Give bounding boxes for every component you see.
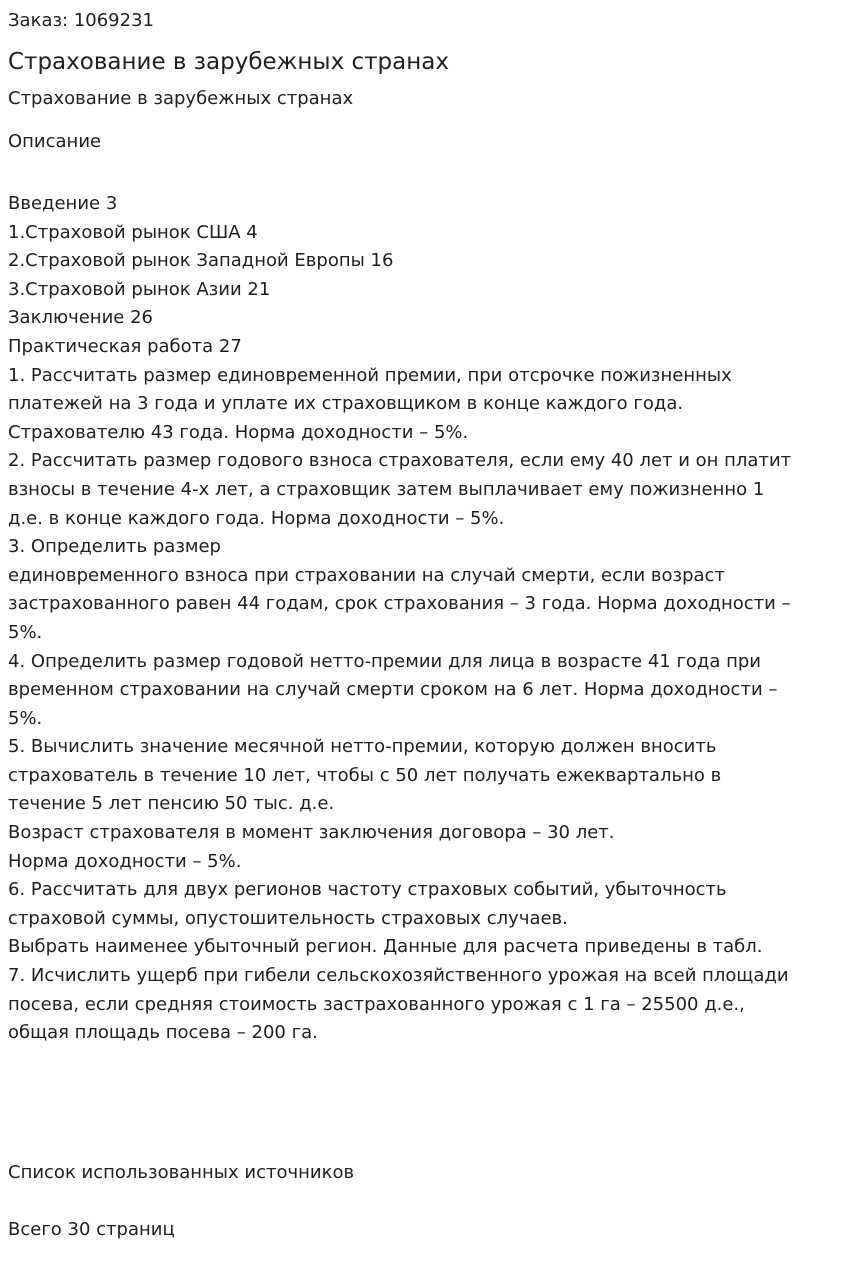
contents-line: единовременного взноса при страховании на случай смерти, если возраст (8, 564, 725, 586)
contents-line: 6. Рассчитать для двух регионов частоту страховых событий, убыточность (8, 879, 727, 901)
contents-line: Заключение 26 (8, 307, 153, 329)
contents-line: платежей на 3 года и уплате их страховщиком в конце каждого года. (8, 393, 684, 415)
contents-line: 2. Рассчитать размер годового взноса страхователя, если ему 40 лет и он платит (8, 450, 792, 472)
description-contents (8, 190, 839, 1048)
contents-line: посева, если средняя стоимость застрахованного урожая с 1 га – 25500 д.е., (8, 993, 745, 1015)
contents-line: Норма доходности – 5%. (8, 850, 242, 872)
page-title: Страхование в зарубежных странах (8, 49, 449, 75)
contents-line: общая площадь посева – 200 га. (8, 1022, 318, 1044)
total-pages: Всего 30 страниц (8, 1219, 175, 1240)
contents-line: временном страховании на случай смерти сроком на 6 лет. Норма доходности – (8, 679, 778, 701)
order-number: Заказ: 1069231 (8, 10, 154, 31)
page-subtitle: Страхование в зарубежных странах (8, 88, 354, 109)
contents-line: застрахованного равен 44 годам, срок страхования – 3 года. Норма доходности – (8, 593, 791, 615)
contents-line: взносы в течение 4-х лет, а страховщик затем выплачивает ему пожизненно 1 (8, 478, 765, 500)
contents-line: д.е. в конце каждого года. Норма доходности – 5%. (8, 507, 505, 529)
contents-line: течение 5 лет пенсию 50 тыс. д.е. (8, 793, 335, 815)
contents-line: 1. Рассчитать размер единовременной премии, при отсрочке пожизненных (8, 364, 732, 386)
contents-line: 5%. (8, 621, 43, 643)
contents-line: страховой суммы, опустошительность страховых случаев. (8, 907, 568, 929)
contents-line: Страхователю 43 года. Норма доходности – 5%. (8, 421, 469, 443)
contents-line: 5. Вычислить значение месячной нетто-премии, которую должен вносить (8, 736, 717, 758)
contents-line: 2.Страховой рынок Западной Европы 16 (8, 250, 394, 272)
contents-line: Выбрать наименее убыточный регион. Данные для расчета приведены в табл. (8, 936, 763, 958)
contents-line: Возраст страхователя в момент заключения договора – 30 лет. (8, 822, 615, 844)
contents-line: 3.Страховой рынок Азии 21 (8, 278, 271, 300)
contents-line: 7. Исчислить ущерб при гибели сельскохозяйственного урожая на всей площади (8, 965, 789, 987)
contents-line: 1.Страховой рынок США 4 (8, 221, 258, 243)
sources-label: Список использованных источников (8, 1162, 355, 1183)
contents-line: Введение 3 (8, 193, 118, 214)
description-label: Описание (8, 131, 102, 152)
contents-line: Практическая работа 27 (8, 335, 242, 357)
contents-line: 5%. (8, 707, 43, 729)
contents-line: 3. Определить размер (8, 536, 221, 558)
contents-line: 4. Определить размер годовой нетто-премии для лица в возрасте 41 года при (8, 650, 762, 672)
contents-line: страхователь в течение 10 лет, чтобы с 50 лет получать ежеквартально в (8, 764, 722, 786)
